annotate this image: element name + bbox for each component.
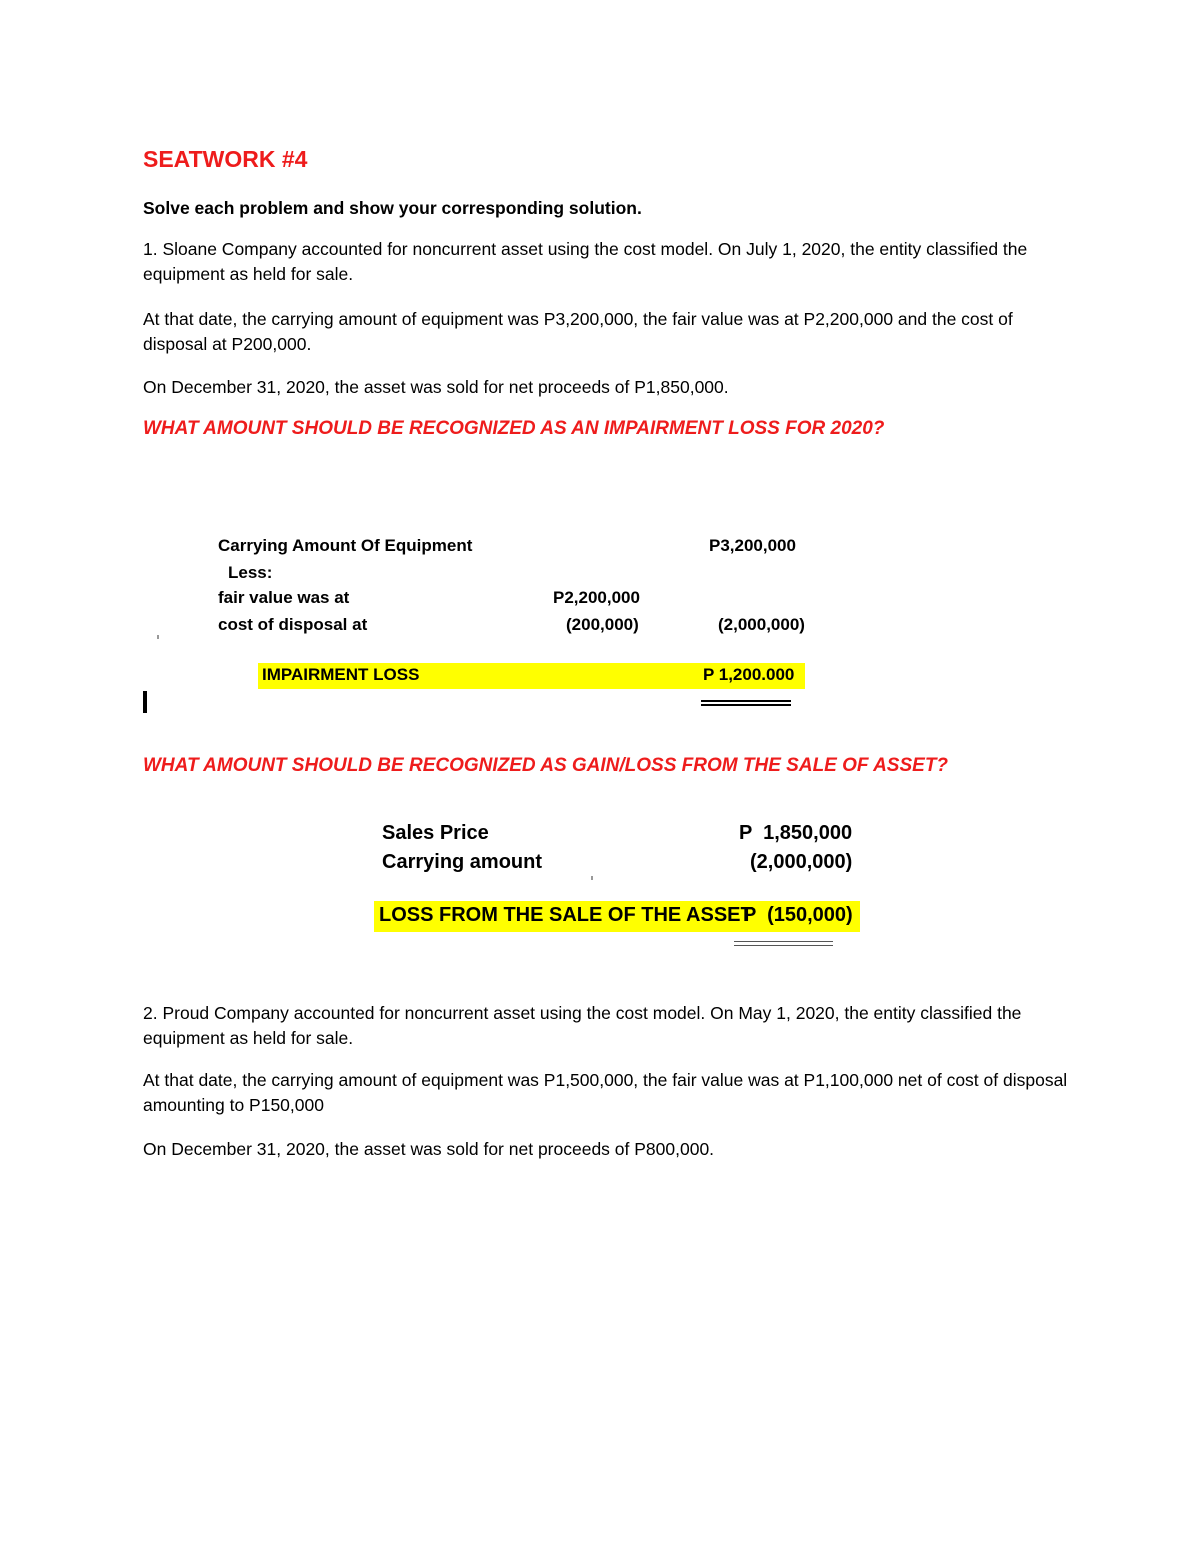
less-label: Less:: [228, 563, 273, 582]
double-underline: [701, 700, 791, 706]
problem2-intro: 2. Proud Company accounted for noncurrent asset using the cost model. On May 1, 2020, the entity classified the equipment as held for sale.: [143, 1003, 1022, 1048]
document-title: SEATWORK #4: [143, 146, 308, 172]
problem2-details: At that date, the carrying amount of equipment was P1,500,000, the fair value was at P1,100,000 net of cost of disposal amounting to P150,000: [143, 1070, 1068, 1115]
impairment-loss-label: IMPAIRMENT LOSS: [262, 665, 420, 684]
fair-value-label: fair value was at: [218, 588, 350, 607]
text-cursor: [143, 691, 147, 713]
problem1-sale: On December 31, 2020, the asset was sold for net proceeds of P1,850,000.: [143, 377, 729, 397]
question-gain-loss: WHAT AMOUNT SHOULD BE RECOGNIZED AS GAIN/LOSS FROM THE SALE OF ASSET?: [143, 755, 949, 776]
cost-of-disposal-amount: (200,000): [566, 615, 639, 634]
problem1-details: At that date, the carrying amount of equipment was P3,200,000, the fair value was at P2,200,000 and the cost of disposal at P200,000.: [143, 309, 1013, 354]
fair-value-amount: P2,200,000: [553, 588, 640, 607]
sales-price-label: Sales Price: [382, 822, 489, 844]
carrying-amount-value: P3,200,000: [709, 536, 796, 555]
loss-from-sale-value: P (150,000): [743, 904, 853, 926]
stray-mark: [591, 876, 593, 880]
question-impairment-loss: WHAT AMOUNT SHOULD BE RECOGNIZED AS AN IMPAIRMENT LOSS FOR 2020?: [143, 418, 885, 439]
problem1-intro: 1. Sloane Company accounted for noncurrent asset using the cost model. On July 1, 2020, the entity classified the equipment as held for sale.: [143, 239, 1028, 284]
carrying-amount-sale-value: (2,000,000): [750, 851, 853, 873]
cost-of-disposal-label: cost of disposal at: [218, 615, 368, 634]
double-underline: [734, 941, 833, 946]
instructions: Solve each problem and show your corresponding solution.: [143, 198, 642, 218]
net-deduction: (2,000,000): [718, 615, 805, 634]
carrying-amount-sale-label: Carrying amount: [382, 851, 543, 873]
impairment-loss-value: P 1,200.000: [703, 665, 795, 684]
sales-price-value: P 1,850,000: [739, 822, 853, 844]
stray-mark: [157, 635, 159, 639]
problem2-sale: On December 31, 2020, the asset was sold for net proceeds of P800,000.: [143, 1139, 715, 1159]
loss-from-sale-label: LOSS FROM THE SALE OF THE ASSET: [379, 904, 753, 926]
carrying-amount-label: Carrying Amount Of Equipment: [218, 536, 473, 555]
